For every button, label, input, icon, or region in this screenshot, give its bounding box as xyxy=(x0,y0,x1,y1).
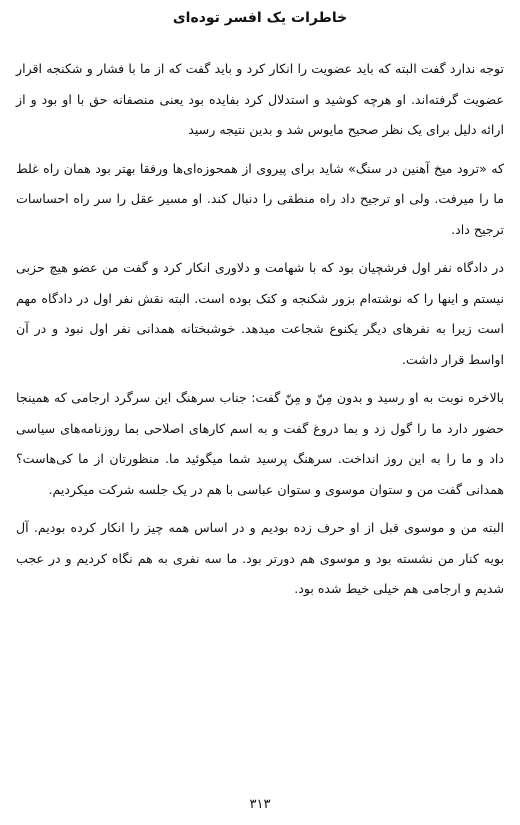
page-number: ۳۱۳ xyxy=(249,797,271,812)
paragraph-3: در دادگاه نفر اول فرشچیان بود که با شهامت و دلاوری انکار کرد و گفت من عضو هیچ حزبی نیستم و اینها را که نوشته‌ام بزور شکنجه و کتک بوده است. البته نقش نفر اول در دادگاه مهم است زیرا به نفرهای دیگر یکنوع شجاعت میدهد. خوشبختانه همدانی نفر اول نبود و در آن اواسط قرار داشت. xyxy=(16,260,504,367)
paragraph-5: البته من و موسوی قبل از او حرف زده بودیم و در اساس همه چیز را انکار کرده بودیم. آل بویه کنار من نشسته بود و موسوی هم دورتر بود. ما سه نفری به هم نگاه کردیم و در عجب شدیم و ارجامی هم خیلی خیط شده بود. xyxy=(16,520,504,596)
paragraph-4: بالاخره نوبت به او رسید و بدون مِنّ و مِنّ گفت: جناب سرهنگ این سرگرد ارجامی که همینجا حضور دارد ما را گول زد و بما دروغ گفت و به اسم کارهای اصلاحی بما روزنامه‌های سیاسی داد و ما را به این روز انداخت. سرهنگ پرسید شما میگوئید ما. منظورتان از ما کی‌هاست؟ همدانی گفت من و ستوان موسوی و ستوان عباسی با هم در یک جلسه شرکت میکردیم. xyxy=(16,390,504,497)
paragraph-2: که «ترود میخ آهنین در سنگ» شاید برای پیروی از همحوزه‌ای‌ها ورفقا بهتر بود همان راه غلط ما را میرفت. ولی او ترجیح داد راه منطقی را دنبال کند. او مسیر عقل را سر راه احساسات ترجیح داد. xyxy=(16,160,504,237)
paragraph-1: توجه ندارد گفت البته که باید عضویت را انکار کرد و باید گفت که از ما با فشار و شکنجه اقرار عضویت گرفته‌اند. او هرچه کوشید و استدلال کرد بفایده بود یعنی منصفانه حق با او بود و از ارائه دلیل برای یک نظر صحیح مایوس شد و بدین نتیجه رسید xyxy=(16,61,504,137)
page-title: خاطرات یک افسر توده‌ای xyxy=(172,10,348,26)
